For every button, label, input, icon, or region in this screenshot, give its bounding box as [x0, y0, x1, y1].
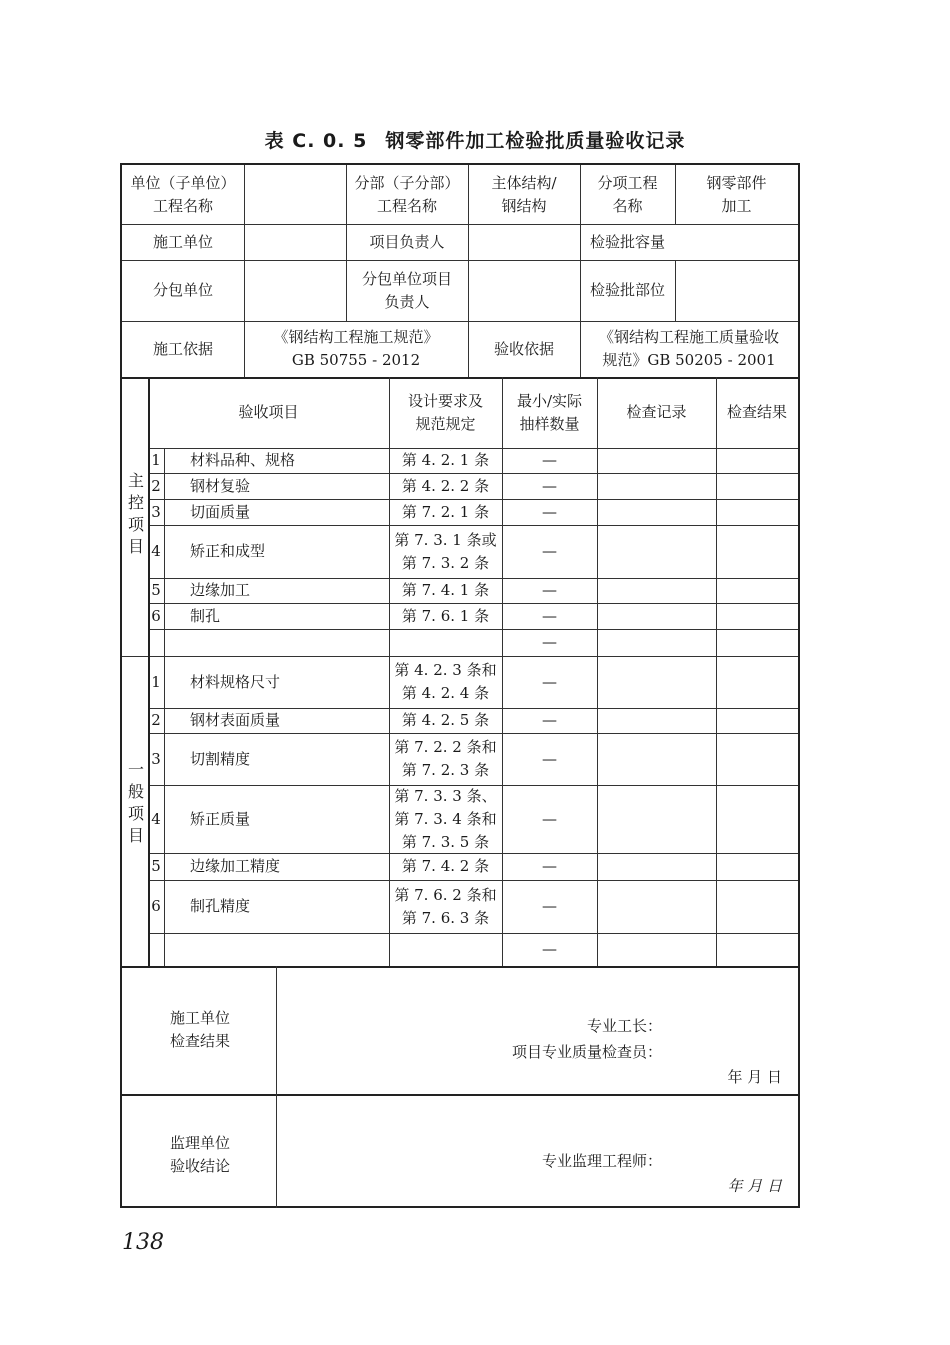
- mc-spec-1: 第 4. 2. 1 条: [401, 451, 490, 469]
- mc-sample-3: —: [542, 502, 557, 521]
- subcontract-unit-label: 分包单位: [152, 281, 213, 299]
- gen-sample-4: —: [542, 809, 557, 828]
- mc-item-2: 钢材复验: [190, 476, 251, 495]
- supervising-engineer-label: 专业监理工程师：: [541, 1151, 662, 1170]
- gen-spec-4: 第 7. 3. 3 条、 第 7. 3. 4 条和 第 7. 3. 5 条: [394, 786, 497, 851]
- gen-item-5: 边缘加工精度: [190, 857, 281, 875]
- mc-item-5: 边缘加工: [190, 581, 251, 599]
- gen-item-3: 切割精度: [190, 749, 251, 768]
- gen-no-4: 4: [151, 809, 161, 828]
- acceptance-record-table: [120, 163, 800, 1208]
- mc-sample-2: —: [542, 476, 557, 495]
- mc-sample-4: —: [542, 542, 557, 560]
- main-control-label: 主 控 项 目: [127, 471, 144, 556]
- gen-item-4: 矫正质量: [190, 809, 251, 828]
- gen-item-6: 制孔精度: [190, 897, 251, 915]
- gen-spec-3: 第 7. 2. 2 条和 第 7. 2. 3 条: [394, 738, 497, 779]
- mc-spec-5: 第 7. 4. 1 条: [401, 581, 490, 599]
- construction-basis-value: 《钢结构工程施工规范》 GB 50755 - 2012: [273, 328, 439, 369]
- gen-sample-5: —: [542, 857, 557, 875]
- acceptance-basis-label: 验收依据: [493, 339, 554, 358]
- gen-no-6: 6: [151, 897, 161, 915]
- foreman-label: 专业工长：: [586, 1016, 662, 1035]
- gen-spec-1: 第 4. 2. 3 条和 第 4. 2. 4 条: [394, 661, 497, 702]
- col-record: 检查记录: [626, 403, 687, 421]
- mc-spec-4: 第 7. 3. 1 条或 第 7. 3. 2 条: [394, 530, 497, 572]
- mc-item-1: 材料品种、规格: [190, 451, 296, 469]
- construction-check-label: 施工单位 检查结果: [169, 1009, 230, 1050]
- subcontract-leader-label: 分包单位项目 负责人: [361, 269, 452, 311]
- gen-spec-5: 第 7. 4. 2 条: [401, 857, 490, 875]
- col-sample: 最小/实际 抽样数量: [516, 391, 583, 433]
- gen-sample-7: —: [542, 940, 557, 958]
- col-design: 设计要求及 规范规定: [407, 391, 483, 433]
- item-project-value: 钢零部件 加工: [706, 173, 767, 215]
- table-title: 钢零部件加工检验批质量验收记录: [385, 130, 686, 152]
- mc-no-2: 2: [151, 476, 161, 495]
- gen-spec-6: 第 7. 6. 2 条和 第 7. 6. 3 条: [394, 885, 497, 927]
- gen-item-1: 材料规格尺寸: [190, 672, 281, 691]
- mc-sample-5: —: [542, 581, 557, 599]
- mc-sample-1: —: [542, 451, 557, 469]
- mc-item-6: 制孔: [190, 606, 221, 625]
- supervision-label: 监理单位 验收结论: [169, 1134, 230, 1175]
- mc-spec-2: 第 4. 2. 2 条: [401, 476, 490, 495]
- date-line-2: 年 月 日: [727, 1176, 782, 1195]
- unit-project-name-label: 单位（子单位） 工程名称: [130, 173, 236, 215]
- batch-capacity-label: 检验批容量: [589, 232, 665, 251]
- unit-project-name-field[interactable]: [244, 165, 346, 224]
- acceptance-basis-value: 《钢结构工程施工质量验收 规范》GB 50205 - 2001: [598, 328, 779, 369]
- gen-sample-3: —: [542, 749, 557, 768]
- col-result: 检查结果: [726, 403, 787, 421]
- mc-no-5: 5: [151, 581, 161, 599]
- mc-no-6: 6: [151, 606, 161, 625]
- gen-sample-1: —: [542, 672, 557, 691]
- mc-sample-7: —: [542, 633, 557, 651]
- table-number: 表 C. 0. 5: [264, 130, 368, 152]
- construction-unit-label: 施工单位: [152, 232, 213, 251]
- mc-sample-6: —: [542, 606, 557, 625]
- gen-sample-2: —: [542, 711, 557, 729]
- gen-sample-6: —: [542, 897, 557, 915]
- construction-basis-label: 施工依据: [152, 339, 213, 358]
- sub-part-value: 主体结构/ 钢结构: [491, 173, 557, 215]
- mc-item-4: 矫正和成型: [190, 542, 266, 560]
- gen-no-2: 2: [151, 711, 161, 729]
- mc-no-3: 3: [151, 502, 161, 521]
- sub-part-label: 分部（子分部） 工程名称: [354, 173, 460, 215]
- general-label: 一 般 项 目: [127, 760, 144, 845]
- page-number: 138: [122, 1230, 164, 1255]
- gen-no-1: 1: [151, 672, 161, 691]
- page-title: [0, 126, 950, 153]
- item-project-label: 分项工程 名称: [597, 173, 658, 215]
- project-leader-label: 项目负责人: [369, 232, 445, 251]
- batch-location-label: 检验批部位: [589, 281, 665, 299]
- gen-spec-2: 第 4. 2. 5 条: [401, 711, 490, 729]
- mc-no-1: 1: [151, 451, 161, 469]
- mc-item-3: 切面质量: [190, 502, 251, 521]
- date-line-1: 年 月 日: [727, 1067, 782, 1086]
- mc-no-4: 4: [151, 542, 161, 560]
- mc-spec-3: 第 7. 2. 1 条: [401, 502, 490, 521]
- gen-item-2: 钢材表面质量: [190, 711, 281, 729]
- gen-no-5: 5: [151, 857, 161, 875]
- mc-spec-6: 第 7. 6. 1 条: [401, 606, 490, 625]
- col-item: 验收项目: [238, 403, 299, 421]
- gen-no-3: 3: [151, 749, 161, 768]
- quality-inspector-label: 项目专业质量检查员：: [511, 1042, 662, 1061]
